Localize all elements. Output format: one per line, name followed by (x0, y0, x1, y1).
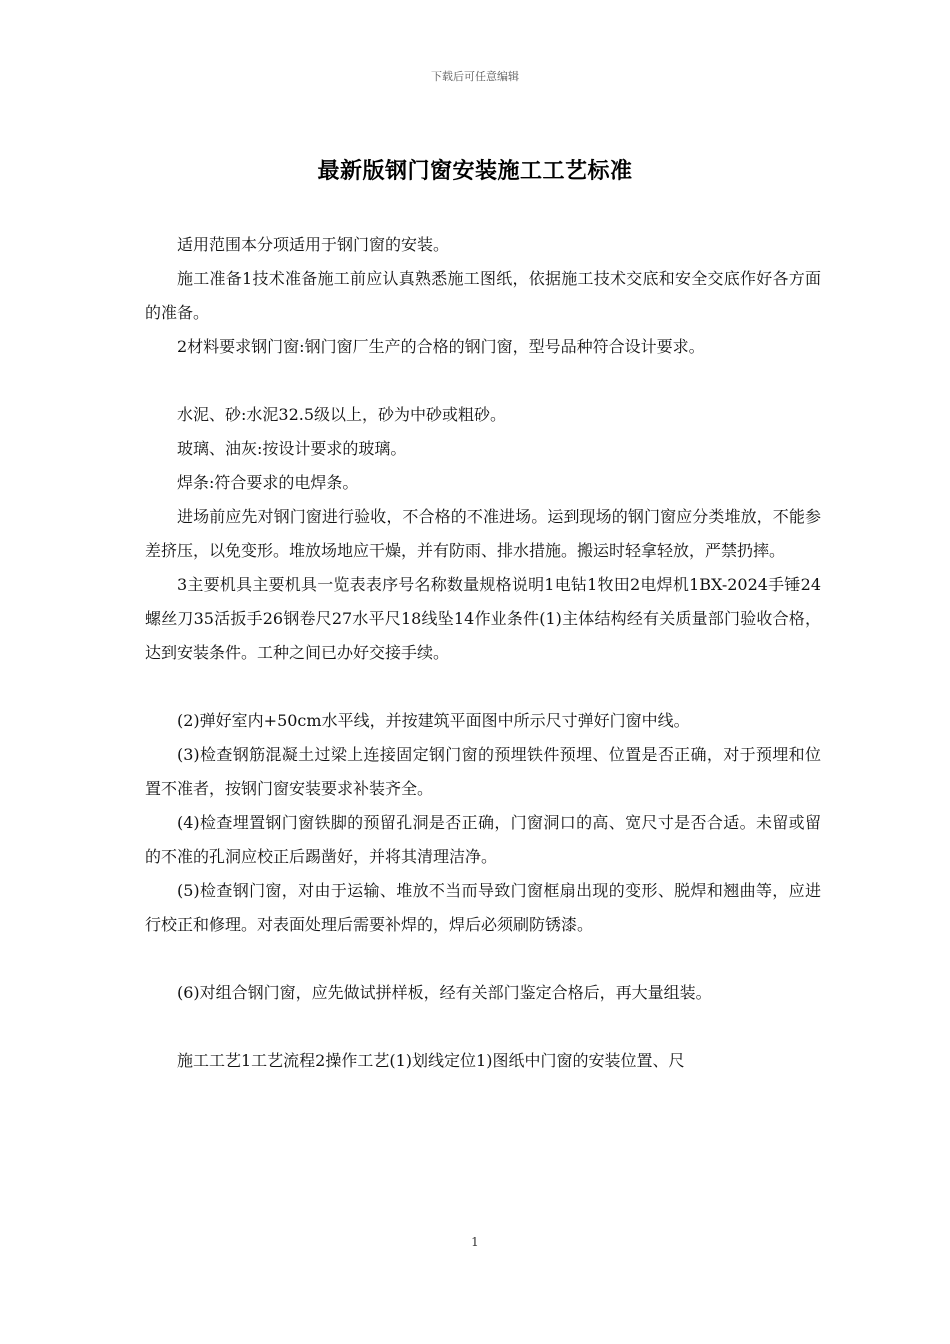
paragraph: 进场前应先对钢门窗进行验收，不合格的不准进场。运到现场的钢门窗应分类堆放，不能参差挤压，以免变形。堆放场地应干燥，并有防雨、排水措施。搬运时轻拿轻放，严禁扔摔。 (145, 507, 821, 560)
paragraph: 3主要机具主要机具一览表表序号名称数量规格说明1电钻1牧田2电焊机1BX-2024手锤24螺丝刀35活扳手26钢卷尺27水平尺18线坠14作业条件(1)主体结构经有关质量部门验收合格，达到安装条件。工种之间已办好交接手续。 (145, 575, 821, 662)
paragraph: 适用范围本分项适用于钢门窗的安装。 (177, 235, 450, 254)
paragraph: (3)检查钢筋混凝土过梁上连接固定钢门窗的预埋铁件预埋、位置是否正确，对于预埋和位置不准者，按钢门窗安装要求补装齐全。 (145, 745, 821, 798)
document-title: 最新版钢门窗安装施工工艺标准 (317, 158, 633, 184)
page-number: 1 (471, 1235, 479, 1249)
paragraph: 水泥、砂:水泥32.5级以上，砂为中砂或粗砂。 (177, 405, 507, 424)
paragraph: (2)弹好室内+50cm水平线，并按建筑平面图中所示尺寸弹好门窗中线。 (177, 711, 690, 730)
paragraph: (6)对组合钢门窗，应先做试拼样板，经有关部门鉴定合格后，再大量组装。 (177, 983, 712, 1002)
paragraph: 施工工艺1工艺流程2操作工艺(1)划线定位1)图纸中门窗的安装位置、尺 (177, 1051, 685, 1070)
paragraph: 施工准备1技术准备施工前应认真熟悉施工图纸，依据施工技术交底和安全交底作好各方面的准备。 (145, 269, 821, 322)
paragraph: 2材料要求钢门窗:钢门窗厂生产的合格的钢门窗，型号品种符合设计要求。 (177, 337, 705, 356)
page-header: 下载后可任意编辑 (431, 70, 519, 83)
paragraph: 焊条:符合要求的电焊条。 (177, 473, 359, 492)
paragraph: (4)检查埋置钢门窗铁脚的预留孔洞是否正确，门窗洞口的高、宽尺寸是否合适。未留或留的不准的孔洞应校正后踢凿好，并将其清理洁净。 (145, 813, 821, 866)
document-body (145, 228, 821, 1078)
paragraph: (5)检查钢门窗，对由于运输、堆放不当而导致门窗框扇出现的变形、脱焊和翘曲等，应进行校正和修理。对表面处理后需要补焊的，焊后必须刷防锈漆。 (145, 881, 821, 934)
paragraph: 玻璃、油灰:按设计要求的玻璃。 (177, 439, 407, 458)
